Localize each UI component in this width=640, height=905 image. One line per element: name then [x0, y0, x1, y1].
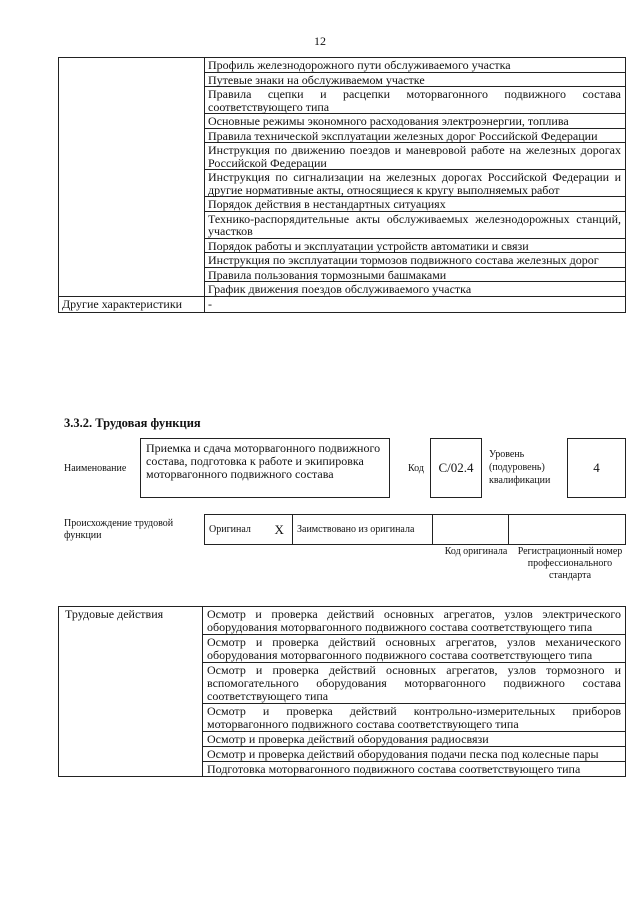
knowledge-item: Инструкция по сигнализации на железных дорогах Российской Федерации и другие нормативные акты, относящиеся к кругу выполняемых работ [205, 170, 626, 197]
knowledge-item: График движения поездов обслуживаемого участка [205, 282, 626, 297]
original-mark: Х [267, 515, 293, 545]
knowledge-item: Порядок действия в нестандартных ситуациях [205, 197, 626, 212]
knowledge-label-cell [59, 58, 205, 297]
borrowed-label: Заимствовано из оригинала [293, 515, 433, 545]
knowledge-item: Инструкция по эксплуатации тормозов подвижного состава железных дорог [205, 253, 626, 268]
page-number: 12 [314, 34, 326, 48]
labor-action-item: Осмотр и проверка действий оборудования подачи песка под колесные пары [203, 747, 626, 762]
original-label: Оригинал [205, 515, 267, 545]
other-characteristics-value: - [205, 296, 626, 312]
origin-table [204, 514, 626, 545]
knowledge-item: Порядок работы и эксплуатации устройств автоматики и связи [205, 238, 626, 253]
labor-action-item: Осмотр и проверка действий оборудования радиосвязи [203, 732, 626, 747]
knowledge-item: Технико-распорядительные акты обслуживаемых железнодорожных станций, участков [205, 211, 626, 238]
knowledge-table [58, 57, 626, 313]
code-caption: Код оригинала [444, 546, 508, 557]
registration-caption: Регистрационный номер профессионального стандарта [517, 546, 623, 581]
labor-actions-table [58, 606, 626, 777]
level-box: 4 [567, 438, 626, 498]
knowledge-item: Правила пользования тормозными башмаками [205, 267, 626, 282]
knowledge-item: Правила технической эксплуатации железных дорог Российской Федерации [205, 128, 626, 143]
knowledge-item: Основные режимы экономного расходования электроэнергии, топлива [205, 114, 626, 129]
original-code-cell [433, 515, 509, 545]
labor-action-item: Осмотр и проверка действий контрольно-измерительных приборов моторвагонного подвижного состава соответствующего типа [203, 704, 626, 732]
knowledge-item: Инструкция по движению поездов и маневровой работе на железных дорогах Российской Федерации [205, 143, 626, 170]
labor-actions-label: Трудовые действия [59, 607, 203, 777]
knowledge-item: Профиль железнодорожного пути обслуживаемого участка [205, 58, 626, 73]
labor-action-item: Осмотр и проверка действий основных агрегатов, узлов тормозного и вспомогательного оборудования моторвагонного подвижного состава соответствующего типа [203, 663, 626, 704]
knowledge-item: Правила сцепки и расцепки моторвагонного подвижного состава соответствующего типа [205, 87, 626, 114]
knowledge-item: Путевые знаки на обслуживаемом участке [205, 72, 626, 87]
registration-number-cell [509, 515, 626, 545]
code-label: Код [408, 463, 424, 474]
other-characteristics-label: Другие характеристики [59, 296, 205, 312]
labor-action-item: Осмотр и проверка действий основных агрегатов, узлов электрического оборудования моторвагонного подвижного состава соответствующего типа [203, 607, 626, 635]
labor-action-item: Подготовка моторвагонного подвижного состава соответствующего типа [203, 762, 626, 777]
function-code-box: С/02.4 [430, 438, 482, 498]
section-heading: 3.3.2. Трудовая функция [64, 416, 201, 430]
level-label: Уровень (подуровень) квалификации [489, 449, 551, 486]
origin-label: Происхождение трудовой функции [64, 518, 174, 541]
labor-action-item: Осмотр и проверка действий основных агрегатов, узлов механического оборудования моторвагонного подвижного состава соответствующего типа [203, 635, 626, 663]
name-label: Наименование [64, 463, 127, 474]
function-name-box: Приемка и сдача моторвагонного подвижного состава, подготовка к работе и экипировка моторвагонного подвижного состава [140, 438, 390, 498]
